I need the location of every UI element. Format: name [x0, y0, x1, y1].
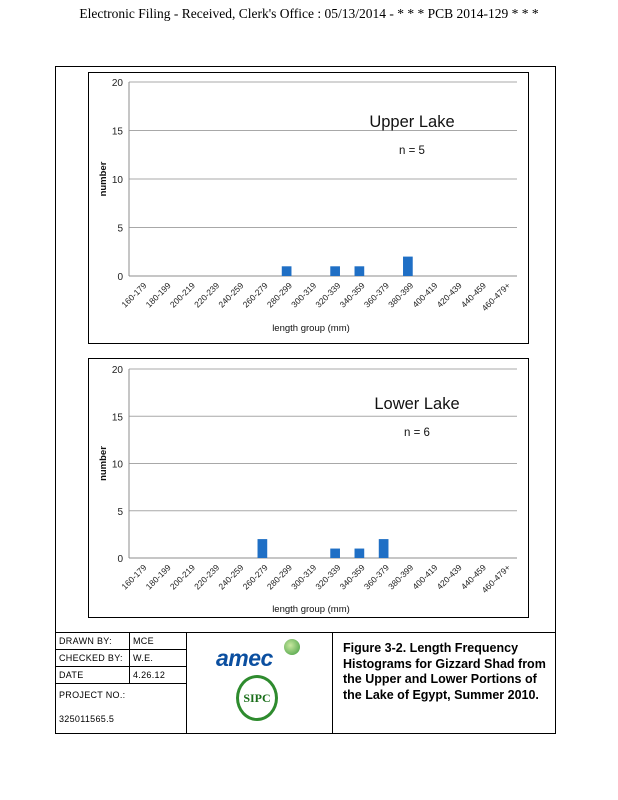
upper-ytick-label: 0 — [117, 272, 123, 283]
upper-ytick-label: 15 — [111, 126, 123, 138]
upper-xtick-label: 300-319 — [289, 280, 319, 310]
lower-ytick-label: 5 — [117, 506, 123, 518]
sipc-seal-text: SIPC — [243, 691, 271, 705]
lower-lake-chart — [88, 358, 529, 618]
lower-xtick-label: 340-359 — [337, 562, 367, 592]
lower-xtick-label: 440-459 — [458, 562, 489, 592]
upper-bar-320-339 — [330, 266, 340, 276]
lower-chart-title: Lower Lake — [374, 395, 460, 413]
project-value: 325011565.5 — [59, 714, 115, 724]
upper-y-axis-label: number — [98, 161, 109, 197]
lower-lake-plot — [89, 359, 530, 619]
lower-xtick-label: 420-439 — [434, 562, 464, 592]
upper-xtick-label: 160-179 — [119, 280, 149, 310]
lower-xtick-label: 380-399 — [386, 562, 416, 592]
upper-x-axis-label: length group (mm) — [272, 323, 350, 334]
drawn-by-value: MCE — [133, 636, 154, 646]
lower-xtick-label: 360-379 — [361, 562, 392, 592]
upper-xtick-label: 220-239 — [192, 280, 222, 310]
upper-xtick-label: 340-359 — [337, 280, 367, 310]
upper-chart-subtitle: n = 5 — [399, 145, 425, 157]
lower-xtick-label: 300-319 — [289, 562, 319, 592]
lower-bar-260-279 — [258, 539, 268, 558]
upper-xtick-label: 460-479+ — [479, 280, 513, 313]
upper-ytick-label: 20 — [111, 78, 123, 89]
upper-ytick-label: 5 — [117, 223, 123, 235]
lower-xtick-label: 240-259 — [216, 562, 246, 592]
lower-bar-340-359 — [355, 549, 365, 558]
lower-chart-subtitle: n = 6 — [404, 427, 430, 439]
figure-caption: Figure 3-2. Length Frequency Histograms for Gizzard Shad from the Upper and Lower Portions of the Lake of Egypt, Summer 2010. — [343, 641, 546, 702]
upper-bar-280-299 — [282, 266, 292, 276]
project-row — [55, 684, 186, 733]
upper-xtick-label: 180-199 — [143, 280, 173, 310]
upper-xtick-label: 440-459 — [458, 280, 489, 310]
title-block — [55, 632, 556, 734]
upper-xtick-label: 200-219 — [167, 280, 198, 310]
lower-bar-320-339 — [330, 549, 340, 558]
sipc-seal — [236, 675, 278, 721]
checked-by-label: CHECKED BY: — [59, 653, 123, 663]
lower-xtick-label: 280-299 — [264, 562, 295, 592]
checked-by-row — [55, 650, 186, 667]
lower-ytick-label: 10 — [111, 459, 123, 471]
lower-x-axis-label: length group (mm) — [272, 604, 350, 615]
upper-xtick-label: 320-339 — [313, 280, 343, 310]
upper-bar-380-399 — [403, 257, 413, 276]
lower-ytick-label: 0 — [117, 554, 123, 565]
lower-ytick-label: 15 — [111, 412, 123, 424]
upper-xtick-label: 400-419 — [410, 280, 440, 310]
upper-lake-plot — [89, 73, 530, 345]
lower-xtick-label: 400-419 — [410, 562, 440, 592]
lower-bar-360-379 — [379, 539, 389, 558]
upper-ytick-label: 10 — [111, 175, 123, 186]
upper-lake-chart — [88, 72, 529, 344]
lower-ytick-label: 20 — [111, 365, 123, 376]
lower-xtick-label: 200-219 — [167, 562, 198, 592]
upper-xtick-label: 420-439 — [434, 280, 464, 310]
amec-logo: amec — [216, 645, 273, 671]
date-row — [55, 667, 186, 684]
lower-xtick-label: 460-479+ — [479, 562, 513, 595]
upper-chart-title: Upper Lake — [369, 113, 455, 131]
date-label: DATE — [59, 670, 84, 680]
drawn-by-label: DRAWN BY: — [59, 636, 112, 646]
amec-globe-icon — [284, 639, 300, 655]
upper-xtick-label: 280-299 — [264, 280, 295, 310]
lower-xtick-label: 180-199 — [143, 562, 173, 592]
upper-bar-340-359 — [355, 266, 365, 276]
upper-xtick-label: 260-279 — [240, 280, 270, 310]
lower-xtick-label: 220-239 — [192, 562, 222, 592]
logo-panel — [186, 633, 333, 733]
drawn-by-row — [55, 633, 186, 650]
date-value: 4.26.12 — [133, 670, 166, 680]
checked-by-value: W.E. — [133, 653, 154, 663]
lower-y-axis-label: number — [98, 446, 109, 481]
upper-xtick-label: 380-399 — [386, 280, 416, 310]
upper-xtick-label: 360-379 — [361, 280, 392, 310]
project-label: PROJECT NO.: — [59, 690, 126, 700]
upper-xtick-label: 240-259 — [216, 280, 246, 310]
lower-xtick-label: 260-279 — [240, 562, 270, 592]
filing-header: Electronic Filing - Received, Clerk's Office : 05/13/2014 - * * * PCB 2014-129 * * * — [79, 6, 539, 21]
lower-xtick-label: 320-339 — [313, 562, 343, 592]
drawing-info-table — [55, 633, 187, 733]
lower-xtick-label: 160-179 — [119, 562, 149, 592]
